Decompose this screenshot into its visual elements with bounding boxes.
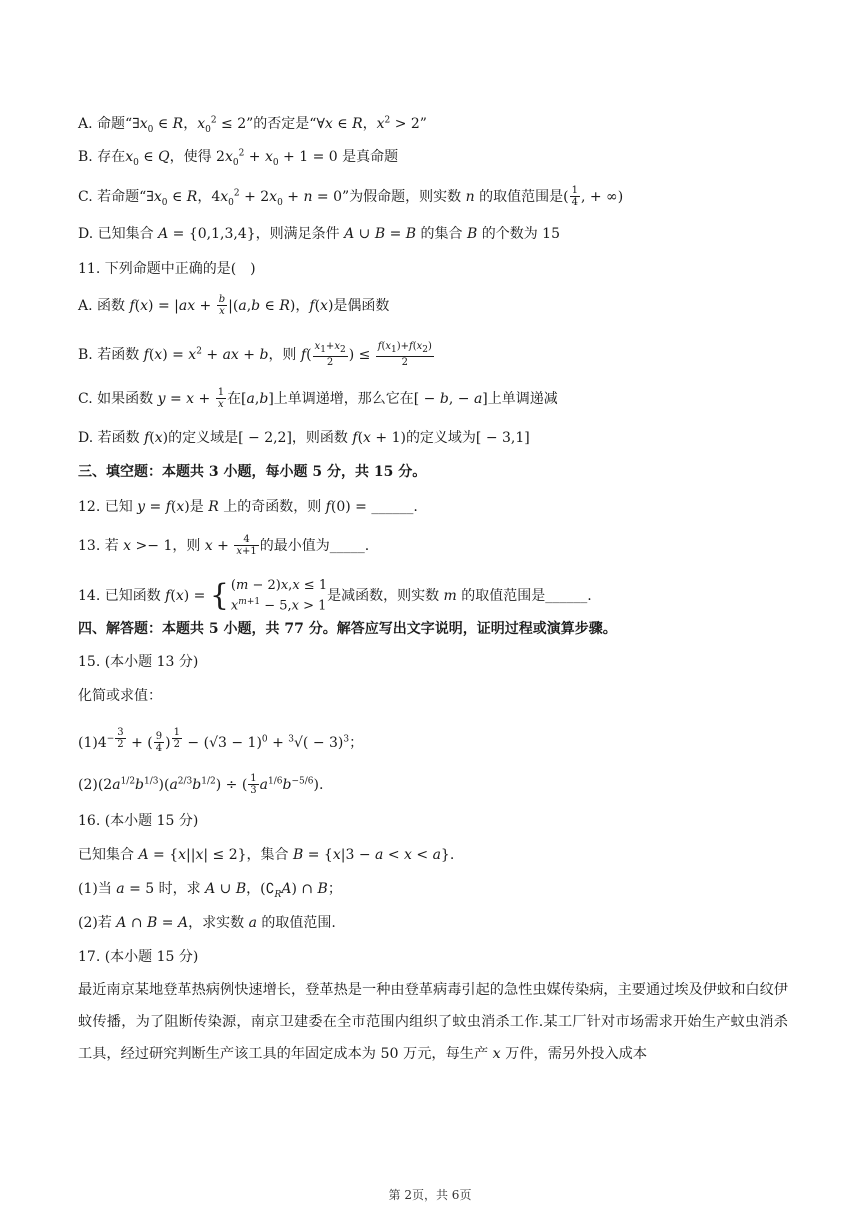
q11-stem-text: 11. 下列命题中正确的是( )	[78, 261, 256, 277]
q15-instruction	[78, 686, 162, 706]
q11-stem	[78, 259, 256, 279]
q12-text: 12. 已知 y = f(x)是 R 上的奇函数，则 f(0) = ______.	[78, 499, 418, 515]
q15-part-1-text: $(1)4^{- \frac{3}{2}}$ + ( $\frac{9}{4}$ ) $^{\frac{1}{2}}$ − $(√3 - 1)^0 + ^3√( - 3)^3$；	[78, 727, 364, 755]
section-4-heading-text: 四、解答题：本题共 5 小题，共 77 分。解答应写出文字说明，证明过程或演算步骤。	[78, 621, 617, 637]
q11-option-b-text: B. 若函数 $f(x) = x^2$ + ax + b，则 f( $\frac{x_1+x_2}{2}$ ) ≤ $\frac{f(x_1)+f(x_2)}{2}$	[78, 341, 432, 369]
q11-option-a-text: A. 函数 f(x) = |ax + $\frac{b}{x}$ |(a,b ∈ R)，f(x)是偶函数	[78, 294, 390, 317]
q14-text: 14. 已知函数 f(x) = { (m − 2)x,x ≤ 1 $x^{m+1} - 5,x > 1$是减函数，则实数 m 的取值范围是______.	[78, 578, 592, 614]
q13	[78, 534, 369, 557]
q15-header-text: 15. (本小题 13 分)	[78, 654, 199, 670]
q11-option-a	[78, 294, 389, 317]
q17-header-text: 17. (本小题 15 分)	[78, 949, 199, 965]
q11-option-d-text: D. 若函数 f(x)的定义域是[ − 2,2]，则函数 f(x + 1)的定义域为[ − 3,1]	[78, 430, 530, 446]
section-3-heading	[78, 462, 426, 482]
q11-option-c	[78, 387, 558, 410]
q12	[78, 497, 418, 517]
q16-part-2-text: (2)若 A ∩ B = A，求实数 a 的取值范围.	[78, 915, 336, 931]
section-4-heading	[78, 619, 617, 639]
q16-part-1-text: (1)当 a = 5 时，求 A ∪ B，$(∁_RA)$ ∩ B；	[78, 881, 342, 900]
q16-stem-text: 已知集合 A = {x||x| ≤ 2}，集合 B = {x|3 − a < x < a}.	[78, 847, 455, 863]
q17-header	[78, 947, 198, 967]
q13-text: 13. 若 x >− 1，则 x + $\frac{4}{x+1}$ 的最小值为_____.	[78, 534, 370, 557]
q14	[78, 578, 592, 614]
q15-part-1	[78, 727, 363, 754]
q15-part-2	[78, 771, 323, 796]
q10-option-d-text: D. 已知集合 A = {0,1,3,4}，则满足条件 A ∪ B = B 的集合 B 的个数为 15	[78, 226, 560, 242]
q11-option-c-text: C. 如果函数 y = x + $\frac{1}{x}$ 在[a,b]上单调递增，那么它在[ − b, − a]上单调递减	[78, 387, 558, 410]
q17-paragraph-text: 最近南京某地登革热病例快速增长，登革热是一种由登革病毒引起的急性虫媒传染病，主要通过埃及伊蚊和白纹伊蚊传播，为了阻断传染源，南京卫建委在全市范围内组织了蚊虫消杀工作.某工厂针对市场需求开始生产蚊虫消杀工具，经过研究判断生产该工具的年固定成本为 50 万元，每生产 x 万件，需另外投入成本	[78, 982, 788, 1062]
q15-part-2-text: $(2)(2a^{1/2}b^{1/3})(a^{2/3}b^{1/2})$ ÷ ( $\frac{1}{3}$ $a^{1/6}b^{-5/6}$).	[78, 773, 324, 797]
q10-option-a	[78, 110, 427, 139]
q10-option-b	[78, 143, 398, 172]
q10-option-a-text: A. 命题“$\exists x_0$ ∈ R，$x_0^2 \le 2$”的否定是“∀x ∈ R，$x^2 > 2$”	[78, 115, 427, 135]
q10-option-b-text: B. 存在$x_0$ ∈ Q，使得 $2x_0^2 + x_0 + 1 = 0$ 是真命题	[78, 148, 399, 168]
q17-paragraph	[78, 974, 788, 1070]
q10-option-c	[78, 183, 623, 212]
q16-header-text: 16. (本小题 15 分)	[78, 813, 199, 829]
page-number-text: 第 2页，共 6页	[388, 1188, 472, 1202]
q15-header	[78, 652, 198, 672]
q15-instruction-text: 化简或求值：	[78, 688, 162, 704]
section-3-heading-text: 三、填空题：本题共 3 小题，每小题 5 分，共 15 分。	[78, 464, 427, 480]
q10-option-d	[78, 224, 560, 244]
q10-option-c-text: C. 若命题“$\exists x_0$ ∈ R，$4x_0^2 + 2x_0 + n = 0$”为假命题，则实数 n 的取值范围是( $\frac{1}{4}$ , + ∞)	[78, 185, 624, 209]
q16-header	[78, 811, 198, 831]
q16-part-2	[78, 913, 336, 933]
q11-option-b	[78, 341, 435, 368]
q16-stem	[78, 845, 454, 865]
q16-part-1	[78, 879, 342, 905]
q11-option-d	[78, 428, 530, 448]
page-footer	[0, 1186, 860, 1203]
